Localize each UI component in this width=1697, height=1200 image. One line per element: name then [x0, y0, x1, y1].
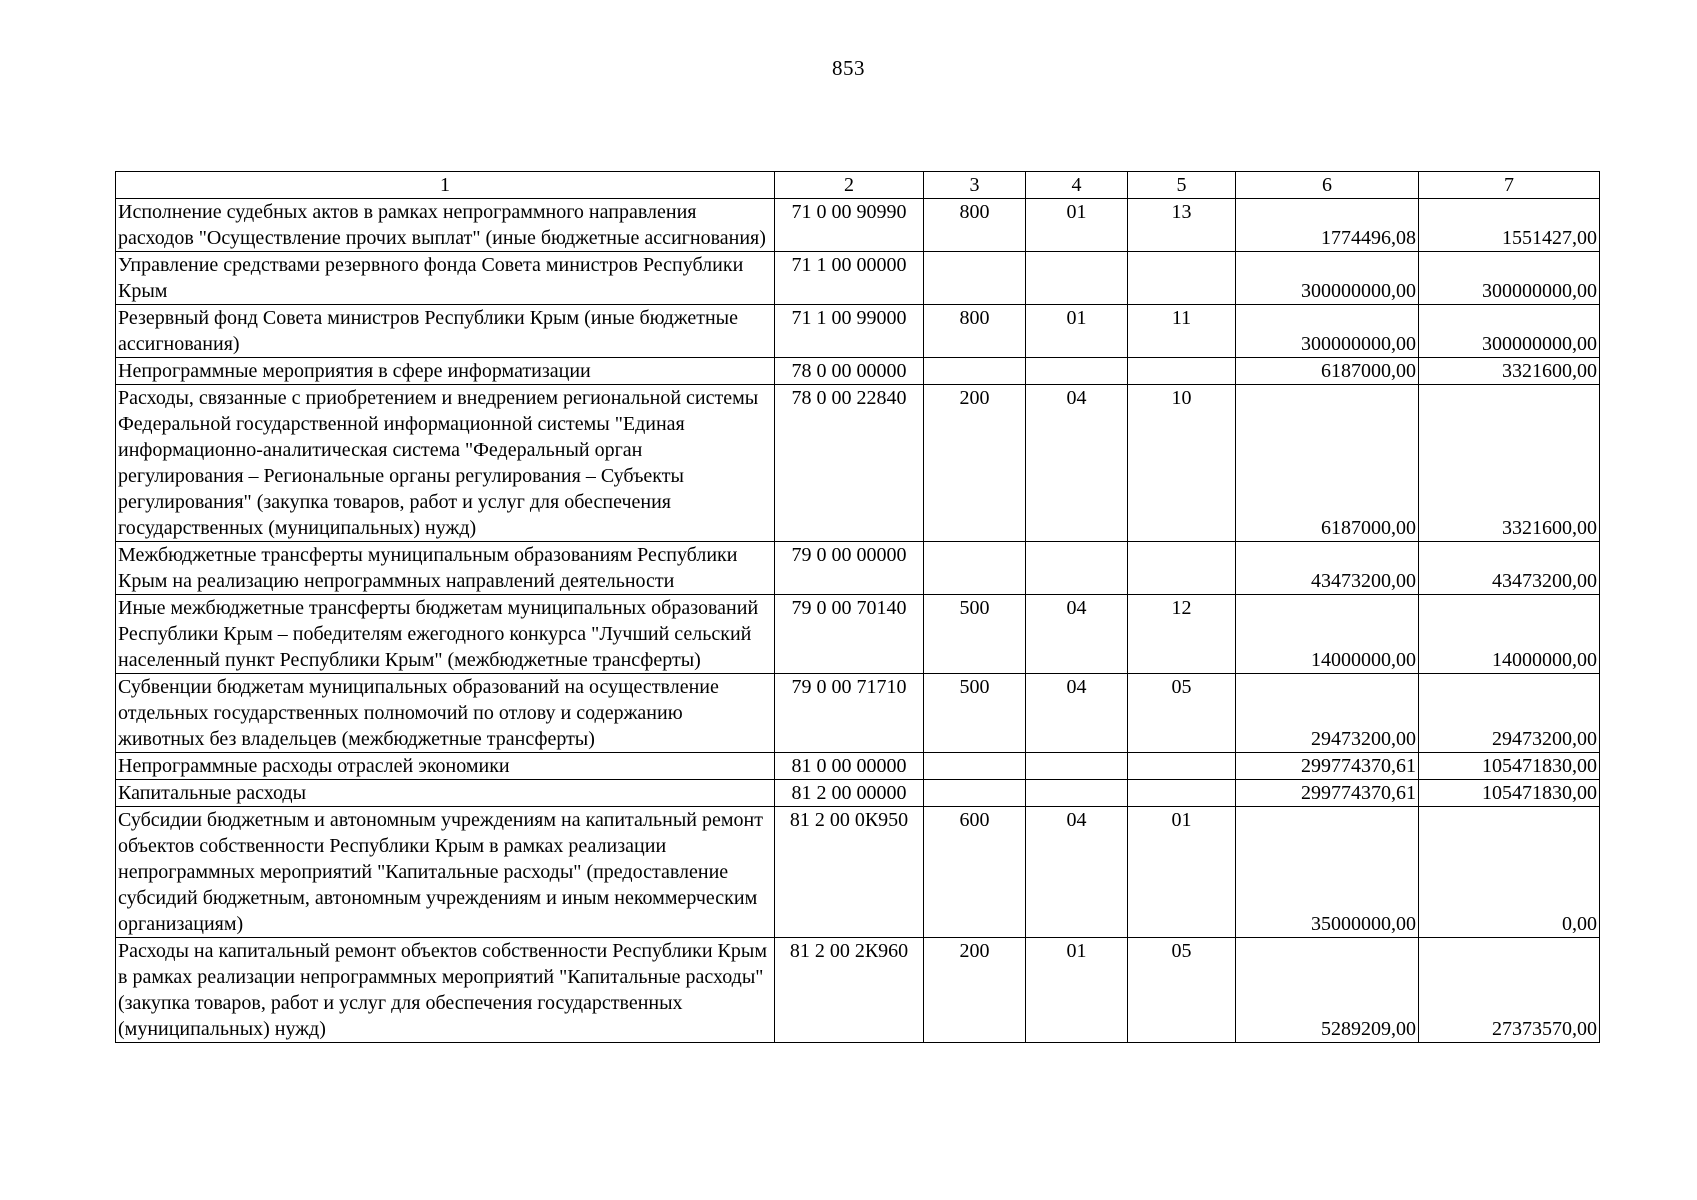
expense-name: Субвенции бюджетам муниципальных образований на осуществление отдельных государственных полномочий по отлову и содержанию животных без владельцев (межбюджетные трансферты): [116, 674, 775, 753]
amount-col-7: 105471830,00: [1419, 780, 1600, 807]
expense-name: Исполнение судебных актов в рамках непрограммного направления расходов "Осуществление прочих выплат" (иные бюджетные ассигнования): [116, 199, 775, 252]
col-4-value: [1026, 252, 1128, 305]
amount-col-7: 14000000,00: [1419, 595, 1600, 674]
table-row: [116, 252, 1600, 305]
table-row: [116, 199, 1600, 252]
amount-col-7: 3321600,00: [1419, 385, 1600, 542]
col-4-value: 04: [1026, 385, 1128, 542]
amount-col-6: 29473200,00: [1236, 674, 1419, 753]
table-row: [116, 305, 1600, 358]
expense-name: Резервный фонд Совета министров Республики Крым (иные бюджетные ассигнования): [116, 305, 775, 358]
amount-col-6: 43473200,00: [1236, 542, 1419, 595]
amount-col-7: 43473200,00: [1419, 542, 1600, 595]
expense-name: Непрограммные мероприятия в сфере информатизации: [116, 358, 775, 385]
col-5-value: [1128, 753, 1236, 780]
expense-name: Межбюджетные трансферты муниципальным образованиям Республики Крым на реализацию непрограммных направлений деятельности: [116, 542, 775, 595]
col-3-value: 200: [924, 385, 1026, 542]
amount-col-7: 29473200,00: [1419, 674, 1600, 753]
column-header-3: 3: [924, 172, 1026, 199]
column-header-4: 4: [1026, 172, 1128, 199]
amount-col-7: 27373570,00: [1419, 938, 1600, 1043]
col-3-value: 800: [924, 199, 1026, 252]
amount-col-7: 3321600,00: [1419, 358, 1600, 385]
table-row: [116, 753, 1600, 780]
amount-col-6: 6187000,00: [1236, 385, 1419, 542]
amount-col-6: 300000000,00: [1236, 305, 1419, 358]
table-row: [116, 807, 1600, 938]
col-4-value: 01: [1026, 305, 1128, 358]
budget-table: [115, 171, 1600, 1043]
col-3-value: [924, 542, 1026, 595]
expense-name: Расходы на капитальный ремонт объектов собственности Республики Крым в рамках реализации непрограммных мероприятий "Капитальные расходы" (закупка товаров, работ и услуг для обеспечения государственных (муниципальных) нужд): [116, 938, 775, 1043]
expense-name: Субсидии бюджетным и автономным учреждениям на капитальный ремонт объектов собственности Республики Крым в рамках реализации непрограммных мероприятий "Капитальные расходы" (предоставление субсидий бюджетным, автономным учреждениям и иным некоммерческим организациям): [116, 807, 775, 938]
col-4-value: [1026, 780, 1128, 807]
amount-col-7: 0,00: [1419, 807, 1600, 938]
col-5-value: 12: [1128, 595, 1236, 674]
col-5-value: 10: [1128, 385, 1236, 542]
target-code: 78 0 00 00000: [775, 358, 924, 385]
col-4-value: 04: [1026, 807, 1128, 938]
column-header-1: 1: [116, 172, 775, 199]
target-code: 71 1 00 99000: [775, 305, 924, 358]
column-header-7: 7: [1419, 172, 1600, 199]
col-4-value: [1026, 358, 1128, 385]
col-5-value: [1128, 542, 1236, 595]
col-3-value: [924, 358, 1026, 385]
col-5-value: [1128, 358, 1236, 385]
column-number-row: [116, 172, 1600, 199]
table-row: [116, 938, 1600, 1043]
amount-col-6: 300000000,00: [1236, 252, 1419, 305]
table-row: [116, 385, 1600, 542]
expense-name: Расходы, связанные с приобретением и внедрением региональной системы Федеральной государственной информационной системы "Единая информационно-аналитическая система "Федеральный орган регулирования – Региональные органы регулирования – Субъекты регулирования" (закупка товаров, работ и услуг для обеспечения государственных (муниципальных) нужд): [116, 385, 775, 542]
col-3-value: [924, 753, 1026, 780]
col-4-value: 04: [1026, 674, 1128, 753]
table-row: [116, 780, 1600, 807]
target-code: 71 1 00 00000: [775, 252, 924, 305]
target-code: 81 2 00 0К950: [775, 807, 924, 938]
col-3-value: 600: [924, 807, 1026, 938]
target-code: 71 0 00 90990: [775, 199, 924, 252]
col-3-value: 800: [924, 305, 1026, 358]
col-4-value: 04: [1026, 595, 1128, 674]
col-5-value: [1128, 252, 1236, 305]
col-5-value: 13: [1128, 199, 1236, 252]
target-code: 81 2 00 2К960: [775, 938, 924, 1043]
expense-name: Непрограммные расходы отраслей экономики: [116, 753, 775, 780]
amount-col-7: 300000000,00: [1419, 305, 1600, 358]
col-5-value: 05: [1128, 674, 1236, 753]
col-3-value: [924, 780, 1026, 807]
amount-col-6: 299774370,61: [1236, 753, 1419, 780]
amount-col-6: 14000000,00: [1236, 595, 1419, 674]
expense-name: Капитальные расходы: [116, 780, 775, 807]
col-4-value: [1026, 542, 1128, 595]
col-3-value: 500: [924, 595, 1026, 674]
expense-name: Иные межбюджетные трансферты бюджетам муниципальных образований Республики Крым – победителям ежегодного конкурса "Лучший сельский населенный пункт Республики Крым" (межбюджетные трансферты): [116, 595, 775, 674]
amount-col-7: 300000000,00: [1419, 252, 1600, 305]
amount-col-6: 299774370,61: [1236, 780, 1419, 807]
expense-name: Управление средствами резервного фонда Совета министров Республики Крым: [116, 252, 775, 305]
target-code: 81 0 00 00000: [775, 753, 924, 780]
col-4-value: 01: [1026, 938, 1128, 1043]
amount-col-6: 1774496,08: [1236, 199, 1419, 252]
target-code: 81 2 00 00000: [775, 780, 924, 807]
col-4-value: 01: [1026, 199, 1128, 252]
col-3-value: [924, 252, 1026, 305]
table-row: [116, 542, 1600, 595]
table-row: [116, 595, 1600, 674]
target-code: 79 0 00 00000: [775, 542, 924, 595]
amount-col-6: 35000000,00: [1236, 807, 1419, 938]
target-code: 78 0 00 22840: [775, 385, 924, 542]
col-4-value: [1026, 753, 1128, 780]
col-5-value: 05: [1128, 938, 1236, 1043]
page-number: 853: [832, 56, 865, 80]
amount-col-6: 6187000,00: [1236, 358, 1419, 385]
amount-col-7: 1551427,00: [1419, 199, 1600, 252]
column-header-5: 5: [1128, 172, 1236, 199]
target-code: 79 0 00 70140: [775, 595, 924, 674]
table-row: [116, 674, 1600, 753]
table-row: [116, 358, 1600, 385]
amount-col-7: 105471830,00: [1419, 753, 1600, 780]
col-5-value: 01: [1128, 807, 1236, 938]
col-5-value: [1128, 780, 1236, 807]
column-header-2: 2: [775, 172, 924, 199]
col-3-value: 200: [924, 938, 1026, 1043]
column-header-6: 6: [1236, 172, 1419, 199]
col-3-value: 500: [924, 674, 1026, 753]
amount-col-6: 5289209,00: [1236, 938, 1419, 1043]
col-5-value: 11: [1128, 305, 1236, 358]
target-code: 79 0 00 71710: [775, 674, 924, 753]
